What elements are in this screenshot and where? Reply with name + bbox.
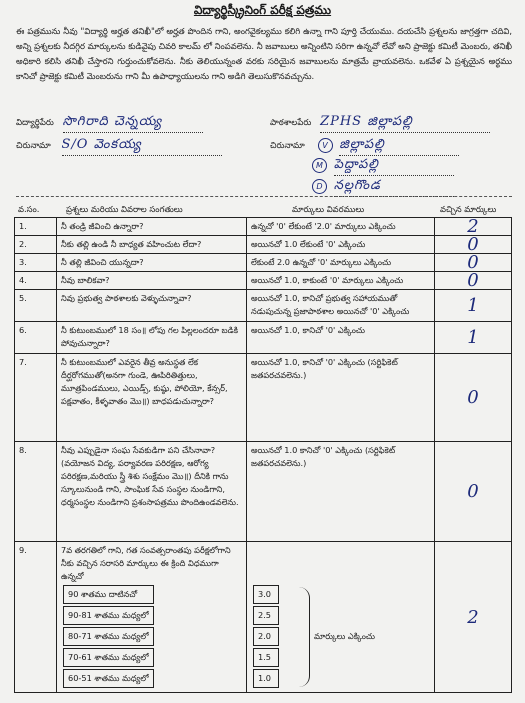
header-marks-got: వచ్చిన మార్కులు <box>440 204 497 214</box>
school-name-row <box>270 114 510 133</box>
grade-score: 2.5 <box>253 606 279 625</box>
school-name-value: ZPHS జిల్లాపల్లి <box>320 114 490 133</box>
address2-row <box>270 137 510 156</box>
grade-range: 90 శాతము దాటినచో <box>63 585 154 604</box>
address-label: చిరునామా <box>16 141 51 151</box>
table-row <box>15 542 512 693</box>
row-rule: అయినచో 1.0, కానిచో ప్రభుత్వ సహాయముతో నడుపుచున్న ప్రజాపాఠశాల అయినచో '0' ఎక్కించు <box>247 290 435 322</box>
row-rule: అయినచో 1.0 లేకుంటే '0' ఎక్కించు <box>247 236 435 254</box>
address2-label: చిరునామా <box>270 141 305 151</box>
row-sno: 6. <box>15 322 57 354</box>
table-row <box>15 354 512 442</box>
row-sno: 1. <box>15 218 57 236</box>
table-row <box>15 290 512 322</box>
grade-brace <box>299 587 310 687</box>
row-sno: 8. <box>15 442 57 542</box>
table-row <box>15 442 512 542</box>
table-row <box>15 254 512 272</box>
student-name-value: సొగిరాది చెన్నయ్య <box>63 114 203 133</box>
row-mark: 0 <box>435 236 512 254</box>
row-rule: అయినచో 1.0 కానిచో '0' ఎక్కించు (సర్టిఫికెట్ జతపరచవలెను.) <box>247 442 435 542</box>
table-row <box>15 236 512 254</box>
row-mark: 1 <box>435 290 512 322</box>
row-rule: అయినచో 1.0, కాకుంటే '0' మార్కులు ఎక్కించు <box>247 272 435 290</box>
mandal-mark: M <box>312 158 327 173</box>
row-sno: 3. <box>15 254 57 272</box>
village-mark: V <box>318 138 333 153</box>
grade-score: 1.5 <box>253 648 279 667</box>
grade-range: 90-81 శాతము మధ్యలో <box>63 606 154 625</box>
row-question-text: 7వ తరగతిలో గాని, గత సంవత్సరాంతపు పరీక్షలోగాని నీకు వచ్చిన సరాసరి మార్కులు ఈ క్రింది విధముగా ఉన్నచో <box>61 545 231 581</box>
grades-note: మార్కులు ఎక్కించు <box>314 631 375 641</box>
grade-score: 2.0 <box>253 627 279 646</box>
table-row <box>15 322 512 354</box>
grade-range: 60-51 శాతము మధ్యలో <box>63 669 154 688</box>
district-mark: D <box>312 179 327 194</box>
row-question: నీవు ఎప్పుడైనా సంఘ సేవకుడిగా పని చేసినావా? (వయోజన విద్య, పర్యావరణ పరిరక్షణ, ఆరోగ్య పరిరక్షణ,మరియు స్త్రీ శిశు సంక్షేమం మొ॥) దీనికి గాను స్కూలునుండి గాని, సాంఘిక సేవ సంస్థల నుండిగాని, ధర్మసంస్థల నుండిగాని ప్రశంసాపత్రము పొందిఉండవలెను. <box>57 442 247 542</box>
row-rule: అయినచో 1.0, కానిచో '0' ఎక్కించు <box>247 322 435 354</box>
row-rule <box>247 542 435 693</box>
row-rule: లేకుంటే 2.0 ఉన్నచో '0' మార్కులు ఎక్కించు <box>247 254 435 272</box>
grade-score: 1.0 <box>253 669 279 688</box>
row-question <box>57 542 247 693</box>
row-mark: 0 <box>435 272 512 290</box>
row-question: నివు ప్రభుత్వ పాఠశాలకు వెళ్ళుచున్నావా? <box>57 290 247 322</box>
row-question: నీ కుటుంబములో ఎవరైన తీవ్ర అనుస్థత లేక దీర్ఘరోగముతో(అనగా గుండె, ఊపిరితిత్తులు, మూత్రపిండములు, ఎయిడ్స్, కుష్ఠు, పోలియో, కేన్సర్, పక్షవాతం, కీళ్ళవాతం మొ॥) బాధపడుచున్నారా? <box>57 354 247 442</box>
row-question: నీకు తల్లి ఉండి నీ బాధ్యత వహించుట లేదా? <box>57 236 247 254</box>
district-row <box>312 178 512 197</box>
separator-line <box>16 196 512 197</box>
mandal-row <box>312 157 512 176</box>
row-mark: 2 <box>435 218 512 236</box>
screening-table <box>14 217 512 693</box>
row-mark: 1 <box>435 322 512 354</box>
row-question: నీ తల్లి జీవించి యున్నదా? <box>57 254 247 272</box>
row-question: నీ తండ్రి జీవించి ఉన్నారా? <box>57 218 247 236</box>
table-row <box>15 218 512 236</box>
row-mark: 0 <box>435 442 512 542</box>
row-sno: 7. <box>15 354 57 442</box>
table-row <box>15 272 512 290</box>
row-sno: 2. <box>15 236 57 254</box>
grade-scores <box>251 583 281 690</box>
school-name-label: పాఠశాలపేరు <box>270 118 312 128</box>
header-marks-rule: మార్కులు వివరములు <box>292 204 365 214</box>
row-mark: 0 <box>435 254 512 272</box>
row-sno: 9. <box>15 542 57 693</box>
row-mark: 0 <box>435 354 512 442</box>
village-value: జిల్లాపల్లి <box>339 137 459 156</box>
header-sno: వ.సం. <box>18 204 40 214</box>
student-name-row <box>16 114 236 133</box>
instructions-paragraph: ఈ పత్రమును నీవు "విద్యార్థి అర్హత తనిఖీ"లో అర్హత పొందిన గాని, అంగవైకల్యము కలిగి ఉన్నా గాని పూర్తి చేయుము. దయచేసి ప్రశ్నలను జాగ్రత్తగా చదివి, అన్ని ప్రశ్నలకు నీదగ్గిర మార్కులను కుడివైపు చివరి కాలమ్ లో నింపవలెను. నీ జవాబులు అన్నింటిని సరిగా ఉన్నవో లేవో అని ప్రాజెక్టు కమిటీ మెంబరు, తనిఖీ అధికారి కలిసి తనిఖీ చేస్తారని గుర్తుంచుకోవలెను. నీకు తెలియున్నంత వరకు సరియైన జవాబులను మాత్రమే వ్రాయవలెను. ఒకవేళ ఏ ప్రశ్నయైన అర్థము కానిచో ప్రాజెక్టు కమిటీ మెంబరును గాని మీ ఉపాధ్యాయులను గాని అడిగి తెలుసుకొనవచ్చును. <box>16 26 512 81</box>
row-rule: ఉన్నచో '0' లేకుంటే '2.0' మార్కులు ఎక్కించు <box>247 218 435 236</box>
grade-score: 3.0 <box>253 585 279 604</box>
row-sno: 5. <box>15 290 57 322</box>
row-question: నీవు బాలికవా? <box>57 272 247 290</box>
student-name-label: విద్యార్థిపేరు <box>16 118 54 128</box>
row-sno: 4. <box>15 272 57 290</box>
grade-range: 80-71 శాతము మధ్యలో <box>63 627 154 646</box>
address-row <box>16 137 236 156</box>
grade-range: 70-61 శాతము మధ్యలో <box>63 648 154 667</box>
mandal-value: పెద్దాపల్లి <box>334 157 454 176</box>
form-title: విద్యార్థిస్క్రీనింగ్ పరీక్ష పత్రము <box>193 3 332 17</box>
header-question: ప్రశ్నలు మరియు వివరాల సంగతులు <box>66 204 183 214</box>
row-rule: అయినచో 1.0, కానిచో '0' ఎక్కించు (సర్టిఫికెట్ జతపరచవలెను.) <box>247 354 435 442</box>
row-question: నీ కుటుంబములో 18 సం॥ లోపు గల పిల్లలందరూ బడికి పోవుచున్నారా? <box>57 322 247 354</box>
grade-ranges <box>61 583 156 690</box>
row-mark: 2 <box>435 542 512 693</box>
district-value: నల్లగొండ <box>334 178 454 197</box>
address-value: S/O వెంకయ్య <box>62 137 222 156</box>
